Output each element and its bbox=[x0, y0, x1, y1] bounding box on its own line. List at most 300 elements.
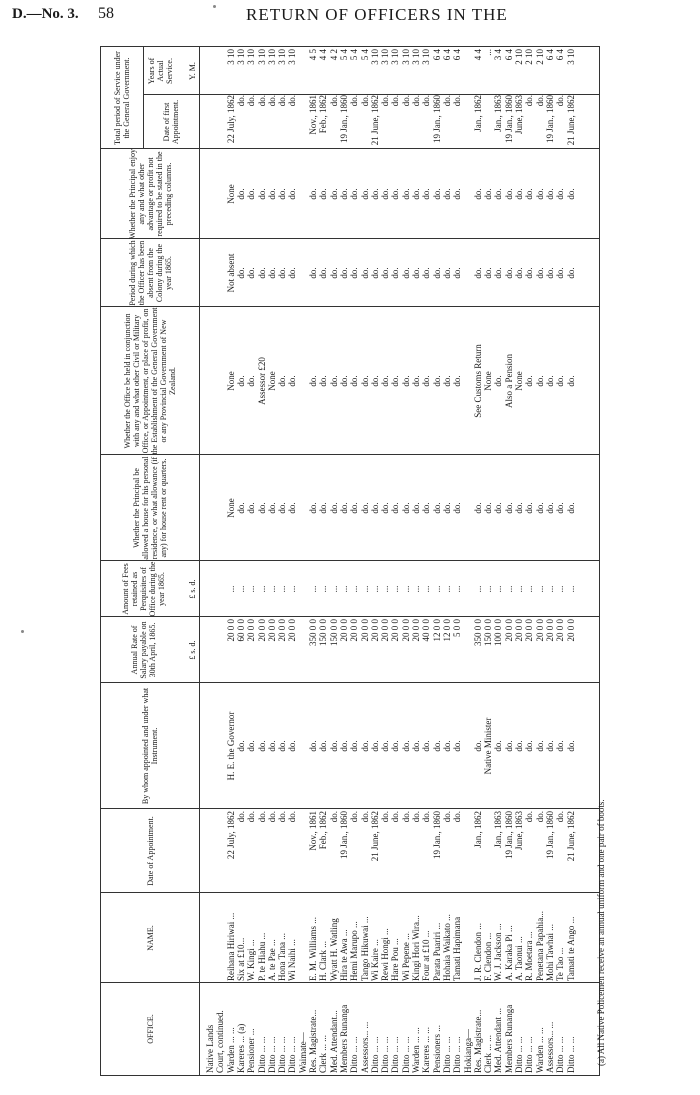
page-header bbox=[0, 0, 700, 40]
cell-adv: do. bbox=[349, 188, 360, 200]
cell-fees: ... bbox=[338, 585, 349, 593]
cell-office: Warden ... ... bbox=[534, 1027, 545, 1073]
cell-ym: 3 10 bbox=[225, 49, 236, 65]
cell-name: R. Moetara ... bbox=[524, 931, 535, 981]
cell-ym bbox=[463, 49, 473, 93]
cell-by: do. bbox=[390, 740, 401, 752]
cell-fees: ... bbox=[266, 585, 277, 593]
cell-house: do. bbox=[514, 502, 524, 514]
cell-salary: 20 0 0 bbox=[503, 619, 514, 642]
cell-adv: do. bbox=[400, 188, 411, 200]
cell-ym: 3 10 bbox=[380, 49, 391, 65]
cell-name: Tango Hikuwai ... bbox=[359, 916, 370, 981]
cell-ym: 2 10 bbox=[524, 49, 535, 65]
cell-other: do. bbox=[400, 375, 411, 387]
cell-adv: do. bbox=[544, 188, 555, 200]
cell-date: do. bbox=[390, 811, 401, 823]
column-header-advantage: Whether the Principal enjoy any and what other advantage or profit not required to be stated in the preceding columns. bbox=[127, 149, 173, 239]
cell-ym: 5 4 bbox=[338, 49, 349, 61]
cell-other: do. bbox=[277, 375, 288, 387]
cell-office: Ditto ... ... bbox=[266, 1036, 277, 1073]
cell-date: do. bbox=[277, 811, 288, 823]
cell-other: do. bbox=[565, 375, 576, 387]
cell-office: Ditto ... ... bbox=[369, 1036, 380, 1073]
cell-house: do. bbox=[524, 502, 535, 514]
cell-office: Warden ... ... bbox=[225, 1027, 236, 1073]
cell-ym: ... bbox=[483, 49, 494, 56]
cell-date: June, 1863 bbox=[514, 811, 524, 850]
cell-date: 21 June, 1862 bbox=[369, 811, 380, 862]
cell-house: do. bbox=[359, 502, 370, 514]
cell-house bbox=[215, 457, 225, 559]
cell-first bbox=[483, 95, 493, 147]
cell-office: Native Lands bbox=[205, 1024, 215, 1073]
cell-by: do. bbox=[493, 740, 504, 752]
cell-fees: ... bbox=[483, 585, 494, 593]
cell-ym: 2 10 bbox=[534, 49, 545, 65]
cell-fees: ... bbox=[493, 585, 504, 593]
cell-date: do. bbox=[359, 811, 370, 823]
cell-adv: do. bbox=[380, 188, 391, 200]
cell-first: do. bbox=[452, 95, 463, 107]
cell-other bbox=[298, 309, 308, 453]
cell-absent: do. bbox=[514, 267, 524, 279]
cell-office: Assessors... ... bbox=[544, 1021, 555, 1073]
cell-date bbox=[205, 811, 215, 891]
cell-salary: 60 0 0 bbox=[235, 619, 246, 642]
cell-fees: ... bbox=[555, 585, 566, 593]
cell-fees: ... bbox=[472, 585, 483, 593]
cell-salary: 150 0 0 bbox=[328, 619, 339, 646]
cell-salary: 20 0 0 bbox=[544, 619, 555, 642]
cell-by: do. bbox=[328, 740, 339, 752]
cell-date: Jan., 1863 bbox=[493, 811, 504, 848]
cell-salary: 20 0 0 bbox=[400, 619, 411, 642]
cell-other: do. bbox=[390, 375, 401, 387]
cell-by: do. bbox=[472, 740, 483, 752]
cell-date: do. bbox=[452, 811, 463, 823]
cell-name: Hohaia Waikato ... bbox=[441, 914, 452, 981]
table-frame bbox=[100, 46, 600, 1076]
cell-ym: 6 4 bbox=[431, 49, 442, 61]
cell-date: 19 Jan., 1860 bbox=[544, 811, 555, 859]
cell-adv: do. bbox=[277, 188, 288, 200]
cell-office: Med. Attendant ... bbox=[493, 1008, 504, 1073]
cell-name: E. M. Williams ... bbox=[308, 917, 318, 981]
cell-by: do. bbox=[524, 740, 535, 752]
cell-house: do. bbox=[349, 502, 360, 514]
cell-office: Members Runanga bbox=[338, 1004, 349, 1073]
cell-house: do. bbox=[472, 502, 483, 514]
cell-fees: ... bbox=[544, 585, 555, 593]
cell-name: Parata Puariri ... bbox=[431, 922, 442, 981]
page-number: 58 bbox=[98, 5, 114, 22]
cell-absent bbox=[298, 241, 308, 305]
cell-name: Tamati Hapimana bbox=[452, 916, 463, 981]
fees-units: £ s. d. bbox=[187, 579, 197, 599]
cell-name: F. Clendon ... bbox=[483, 932, 494, 981]
cell-by bbox=[215, 685, 225, 807]
cell-absent: do. bbox=[318, 267, 329, 279]
footnote: (a) All Native Policemen receive an annual uniform and one pair of boots. bbox=[596, 799, 606, 1066]
cell-ym bbox=[205, 49, 215, 93]
cell-first: do. bbox=[266, 95, 277, 107]
cell-by: do. bbox=[544, 740, 555, 752]
cell-house: do. bbox=[328, 502, 339, 514]
cell-office: Ditto ... ... bbox=[514, 1036, 524, 1073]
cell-ym bbox=[215, 49, 225, 93]
cell-office: Ditto ... ... bbox=[524, 1036, 535, 1073]
cell-adv bbox=[463, 151, 473, 237]
cell-other bbox=[215, 309, 225, 453]
cell-absent bbox=[463, 241, 473, 305]
cell-name: Hare Pou ... bbox=[390, 938, 401, 981]
cell-adv: do. bbox=[338, 188, 349, 200]
cell-adv: do. bbox=[359, 188, 370, 200]
cell-date: 22 July, 1862 bbox=[225, 811, 236, 860]
cell-first: Nov., 1861 bbox=[308, 95, 318, 135]
cell-other: None bbox=[514, 371, 524, 391]
cell-salary bbox=[298, 619, 308, 681]
cell-other: do. bbox=[411, 375, 421, 387]
cell-salary: 100 0 0 bbox=[493, 619, 504, 646]
cell-fees: ... bbox=[514, 585, 524, 593]
cell-adv: do. bbox=[483, 188, 494, 200]
cell-first: do. bbox=[380, 95, 391, 107]
cell-salary: 20 0 0 bbox=[287, 619, 298, 642]
cell-first: Jan., 1863 bbox=[493, 95, 504, 132]
cell-salary: 20 0 0 bbox=[349, 619, 360, 642]
cell-house: do. bbox=[483, 502, 494, 514]
cell-house: do. bbox=[277, 502, 288, 514]
cell-first: do. bbox=[534, 95, 545, 107]
cell-first: 19 Jan., 1860 bbox=[544, 95, 555, 143]
cell-other: do. bbox=[380, 375, 391, 387]
cell-other bbox=[205, 309, 215, 453]
cell-by bbox=[463, 685, 473, 807]
cell-absent: do. bbox=[359, 267, 370, 279]
cell-fees: ... bbox=[369, 585, 380, 593]
cell-adv: do. bbox=[287, 188, 298, 200]
cell-salary: 20 0 0 bbox=[524, 619, 535, 642]
column-header-other-office: Whether the Office be held in conjunction with any and what other Civil or Military Office, or Appointment, or place of profit, on the Establishment of the General Government or any Provincial Government of New Zealand. bbox=[123, 307, 177, 455]
cell-house bbox=[205, 457, 215, 559]
cell-ym: 6 4 bbox=[452, 49, 463, 61]
cell-adv: None bbox=[225, 184, 236, 204]
cell-absent: do. bbox=[483, 267, 494, 279]
cell-first: 22 July, 1862 bbox=[225, 95, 236, 144]
cell-adv: do. bbox=[493, 188, 504, 200]
cell-office: Ditto ... ... bbox=[452, 1036, 463, 1073]
cell-other: None bbox=[225, 371, 236, 391]
cell-date: do. bbox=[328, 811, 339, 823]
cell-adv: do. bbox=[369, 188, 380, 200]
cell-ym: 3 10 bbox=[421, 49, 432, 65]
cell-salary: 40 0 0 bbox=[421, 619, 432, 642]
cell-ym: 3 10 bbox=[287, 49, 298, 65]
cell-by: do. bbox=[318, 740, 329, 752]
cell-adv: do. bbox=[246, 188, 257, 200]
cell-by: do. bbox=[349, 740, 360, 752]
cell-first bbox=[205, 95, 215, 147]
cell-office: Court, continued. bbox=[215, 1010, 226, 1073]
cell-adv: do. bbox=[472, 188, 483, 200]
cell-absent bbox=[215, 241, 225, 305]
cell-by bbox=[298, 685, 308, 807]
cell-first: Feb., 1862 bbox=[318, 95, 329, 134]
cell-fees: ... bbox=[503, 585, 514, 593]
cell-salary: 20 0 0 bbox=[514, 619, 524, 642]
cell-first bbox=[215, 95, 225, 147]
cell-by: do. bbox=[380, 740, 391, 752]
cell-first: do. bbox=[524, 95, 535, 107]
cell-other: do. bbox=[369, 375, 380, 387]
cell-salary: 20 0 0 bbox=[359, 619, 370, 642]
cell-house: do. bbox=[411, 502, 421, 514]
cell-fees: ... bbox=[524, 585, 535, 593]
cell-first: 21 June, 1862 bbox=[565, 95, 576, 146]
cell-house: do. bbox=[390, 502, 401, 514]
cell-date: do. bbox=[246, 811, 257, 823]
cell-first: do. bbox=[328, 95, 339, 107]
cell-adv: do. bbox=[308, 188, 318, 200]
cell-house: do. bbox=[338, 502, 349, 514]
cell-ym: 4 2 bbox=[328, 49, 339, 61]
cell-absent: do. bbox=[411, 267, 421, 279]
cell-house bbox=[463, 457, 473, 559]
cell-adv bbox=[215, 151, 225, 237]
cell-name: A. te Pae ... bbox=[266, 939, 277, 981]
cell-other: do. bbox=[246, 375, 257, 387]
cell-ym: 3 10 bbox=[565, 49, 576, 65]
cell-date: Nov., 1861 bbox=[308, 811, 318, 851]
cell-by: do. bbox=[277, 740, 288, 752]
cell-salary: 20 0 0 bbox=[555, 619, 566, 642]
cell-name: Wyatt H. Watling bbox=[328, 918, 339, 981]
cell-salary: 350 0 0 bbox=[472, 619, 483, 646]
cell-date: do. bbox=[266, 811, 277, 823]
cell-ym: 5 4 bbox=[349, 49, 360, 61]
cell-salary: 20 0 0 bbox=[390, 619, 401, 642]
cell-absent: do. bbox=[534, 267, 545, 279]
cell-date bbox=[298, 811, 308, 891]
cell-house: None bbox=[225, 498, 236, 518]
cell-name: A. Karaka Pi ... bbox=[503, 925, 514, 981]
cell-house: do. bbox=[431, 502, 442, 514]
cell-ym: 3 10 bbox=[411, 49, 421, 65]
cell-by: do. bbox=[400, 740, 411, 752]
cell-fees: ... bbox=[318, 585, 329, 593]
cell-house bbox=[298, 457, 308, 559]
cell-by: do. bbox=[369, 740, 380, 752]
cell-office: Kareres ... (a) bbox=[235, 1023, 246, 1073]
cell-ym: 6 4 bbox=[441, 49, 452, 61]
cell-salary: 12 0 0 bbox=[431, 619, 442, 642]
cell-absent: do. bbox=[524, 267, 535, 279]
service-units: Y. M. bbox=[187, 62, 197, 80]
cell-salary: 20 0 0 bbox=[266, 619, 277, 642]
cell-office: Ditto ... ... bbox=[441, 1036, 452, 1073]
cell-date: 19 Jan., 1860 bbox=[338, 811, 349, 859]
cell-other: do. bbox=[421, 375, 432, 387]
cell-ym: 2 10 bbox=[514, 49, 524, 65]
cell-other: See Customs Return bbox=[472, 344, 483, 418]
cell-name: H. Clark ... bbox=[318, 941, 329, 981]
cell-first: do. bbox=[359, 95, 370, 107]
cell-fees: ... bbox=[380, 585, 391, 593]
cell-absent: do. bbox=[421, 267, 432, 279]
cell-fees: ... bbox=[256, 585, 267, 593]
cell-salary: 20 0 0 bbox=[338, 619, 349, 642]
cell-fees: ... bbox=[390, 585, 401, 593]
cell-date: 19 Jan., 1860 bbox=[503, 811, 514, 859]
cell-date bbox=[463, 811, 473, 891]
cell-office: Ditto ... ... bbox=[390, 1036, 401, 1073]
cell-adv: do. bbox=[256, 188, 267, 200]
cell-adv: do. bbox=[514, 188, 524, 200]
cell-office: Med. Attendant... bbox=[328, 1010, 339, 1073]
cell-adv: do. bbox=[452, 188, 463, 200]
cell-salary: 20 0 0 bbox=[256, 619, 267, 642]
cell-ym: 3 10 bbox=[256, 49, 267, 65]
cell-first: 19 Jan., 1860 bbox=[338, 95, 349, 143]
cell-house: do. bbox=[555, 502, 566, 514]
cell-ym: 3 10 bbox=[369, 49, 380, 65]
cell-ym bbox=[298, 49, 308, 93]
cell-other: do. bbox=[318, 375, 329, 387]
cell-office: Kareres ... ... bbox=[421, 1027, 432, 1073]
cell-adv: do. bbox=[266, 188, 277, 200]
cell-house: do. bbox=[318, 502, 329, 514]
cell-adv: do. bbox=[503, 188, 514, 200]
cell-name bbox=[205, 893, 215, 981]
cell-office: Pensioner ... bbox=[246, 1028, 257, 1073]
cell-absent: do. bbox=[555, 267, 566, 279]
cell-house: do. bbox=[400, 502, 411, 514]
cell-by: Native Minister bbox=[483, 717, 494, 775]
cell-other: do. bbox=[555, 375, 566, 387]
cell-adv: do. bbox=[390, 188, 401, 200]
cell-first bbox=[298, 95, 308, 147]
cell-absent: do. bbox=[308, 267, 318, 279]
cell-by: do. bbox=[503, 740, 514, 752]
cell-house: do. bbox=[266, 502, 277, 514]
cell-first: do. bbox=[555, 95, 566, 107]
cell-absent: do. bbox=[287, 267, 298, 279]
cell-absent: do. bbox=[544, 267, 555, 279]
cell-first: 21 June, 1862 bbox=[369, 95, 380, 146]
cell-office: Assessors... ... bbox=[359, 1021, 370, 1073]
cell-house: do. bbox=[493, 502, 504, 514]
cell-name: Reihana Hiriwai ... bbox=[225, 912, 236, 981]
cell-other: do. bbox=[235, 375, 246, 387]
cell-fees: ... bbox=[235, 585, 246, 593]
cell-name: Wi Kaire ... bbox=[369, 939, 380, 981]
cell-name: Rewi Hongi ... bbox=[380, 928, 391, 981]
cell-first bbox=[463, 95, 473, 147]
cell-date: do. bbox=[534, 811, 545, 823]
scan-speck bbox=[21, 630, 24, 633]
cell-salary: 350 0 0 bbox=[308, 619, 318, 646]
scan-speck bbox=[213, 5, 216, 8]
cell-salary: 20 0 0 bbox=[534, 619, 545, 642]
cell-fees: ... bbox=[359, 585, 370, 593]
cell-adv: do. bbox=[431, 188, 442, 200]
cell-house: do. bbox=[369, 502, 380, 514]
cell-other: do. bbox=[493, 375, 504, 387]
cell-salary: 20 0 0 bbox=[565, 619, 576, 642]
cell-other: do. bbox=[328, 375, 339, 387]
cell-ym: 4 5 bbox=[308, 49, 318, 61]
cell-absent: do. bbox=[431, 267, 442, 279]
header-rule bbox=[199, 47, 200, 1075]
cell-first: do. bbox=[287, 95, 298, 107]
cell-date: Jan., 1862 bbox=[472, 811, 483, 848]
cell-absent: do. bbox=[338, 267, 349, 279]
cell-fees bbox=[463, 563, 473, 615]
cell-ym: 3 10 bbox=[390, 49, 401, 65]
cell-name: J. R. Clendon ... bbox=[472, 922, 483, 981]
cell-first: do. bbox=[277, 95, 288, 107]
cell-date: do. bbox=[235, 811, 246, 823]
cell-date: do. bbox=[411, 811, 421, 823]
cell-name: Six at £10... bbox=[235, 937, 246, 981]
cell-house: do. bbox=[246, 502, 257, 514]
cell-fees: ... bbox=[431, 585, 442, 593]
cell-fees: ... bbox=[246, 585, 257, 593]
cell-house: do. bbox=[287, 502, 298, 514]
cell-adv: do. bbox=[411, 188, 421, 200]
cell-fees: ... bbox=[452, 585, 463, 593]
column-header-appointed-by: By whom appointed and under what Instrument. bbox=[141, 687, 159, 805]
cell-name: Kingi Hori Wira... bbox=[411, 915, 421, 981]
cell-name: Tamati te Ango ... bbox=[565, 916, 576, 981]
cell-by: do. bbox=[441, 740, 452, 752]
cell-date: do. bbox=[421, 811, 432, 823]
cell-house: do. bbox=[308, 502, 318, 514]
cell-fees: ... bbox=[534, 585, 545, 593]
cell-salary: 5 0 0 bbox=[452, 619, 463, 637]
column-header-date-first: Date of first Appointment. bbox=[162, 99, 180, 145]
cell-ym: 4 4 bbox=[318, 49, 329, 61]
cell-other: Assessor £20 bbox=[256, 357, 267, 405]
cell-office: Res. Magistrate... bbox=[472, 1009, 483, 1073]
cell-absent: do. bbox=[441, 267, 452, 279]
cell-ym: 6 4 bbox=[544, 49, 555, 61]
cell-other: do. bbox=[524, 375, 535, 387]
cell-other: do. bbox=[359, 375, 370, 387]
cell-other: do. bbox=[308, 375, 318, 387]
cell-absent: do. bbox=[390, 267, 401, 279]
cell-other: None bbox=[266, 371, 277, 391]
cell-by: do. bbox=[555, 740, 566, 752]
cell-fees: ... bbox=[349, 585, 360, 593]
cell-adv bbox=[205, 151, 215, 237]
cell-fees: ... bbox=[411, 585, 421, 593]
cell-name: A. Taonui ... bbox=[514, 936, 524, 981]
column-header-salary: Annual Rate of Salary payable on 30th April, 1865. bbox=[129, 621, 157, 679]
cell-adv: do. bbox=[534, 188, 545, 200]
cell-absent: do. bbox=[400, 267, 411, 279]
page-title: RETURN OF OFFICERS IN THE bbox=[246, 5, 508, 24]
cell-adv: do. bbox=[441, 188, 452, 200]
cell-absent: do. bbox=[472, 267, 483, 279]
cell-salary: 20 0 0 bbox=[246, 619, 257, 642]
salary-units: £ s. d. bbox=[187, 640, 197, 660]
cell-salary bbox=[205, 619, 215, 681]
cell-other: None bbox=[483, 371, 494, 391]
cell-name: W. J. Jackson ... bbox=[493, 923, 504, 981]
